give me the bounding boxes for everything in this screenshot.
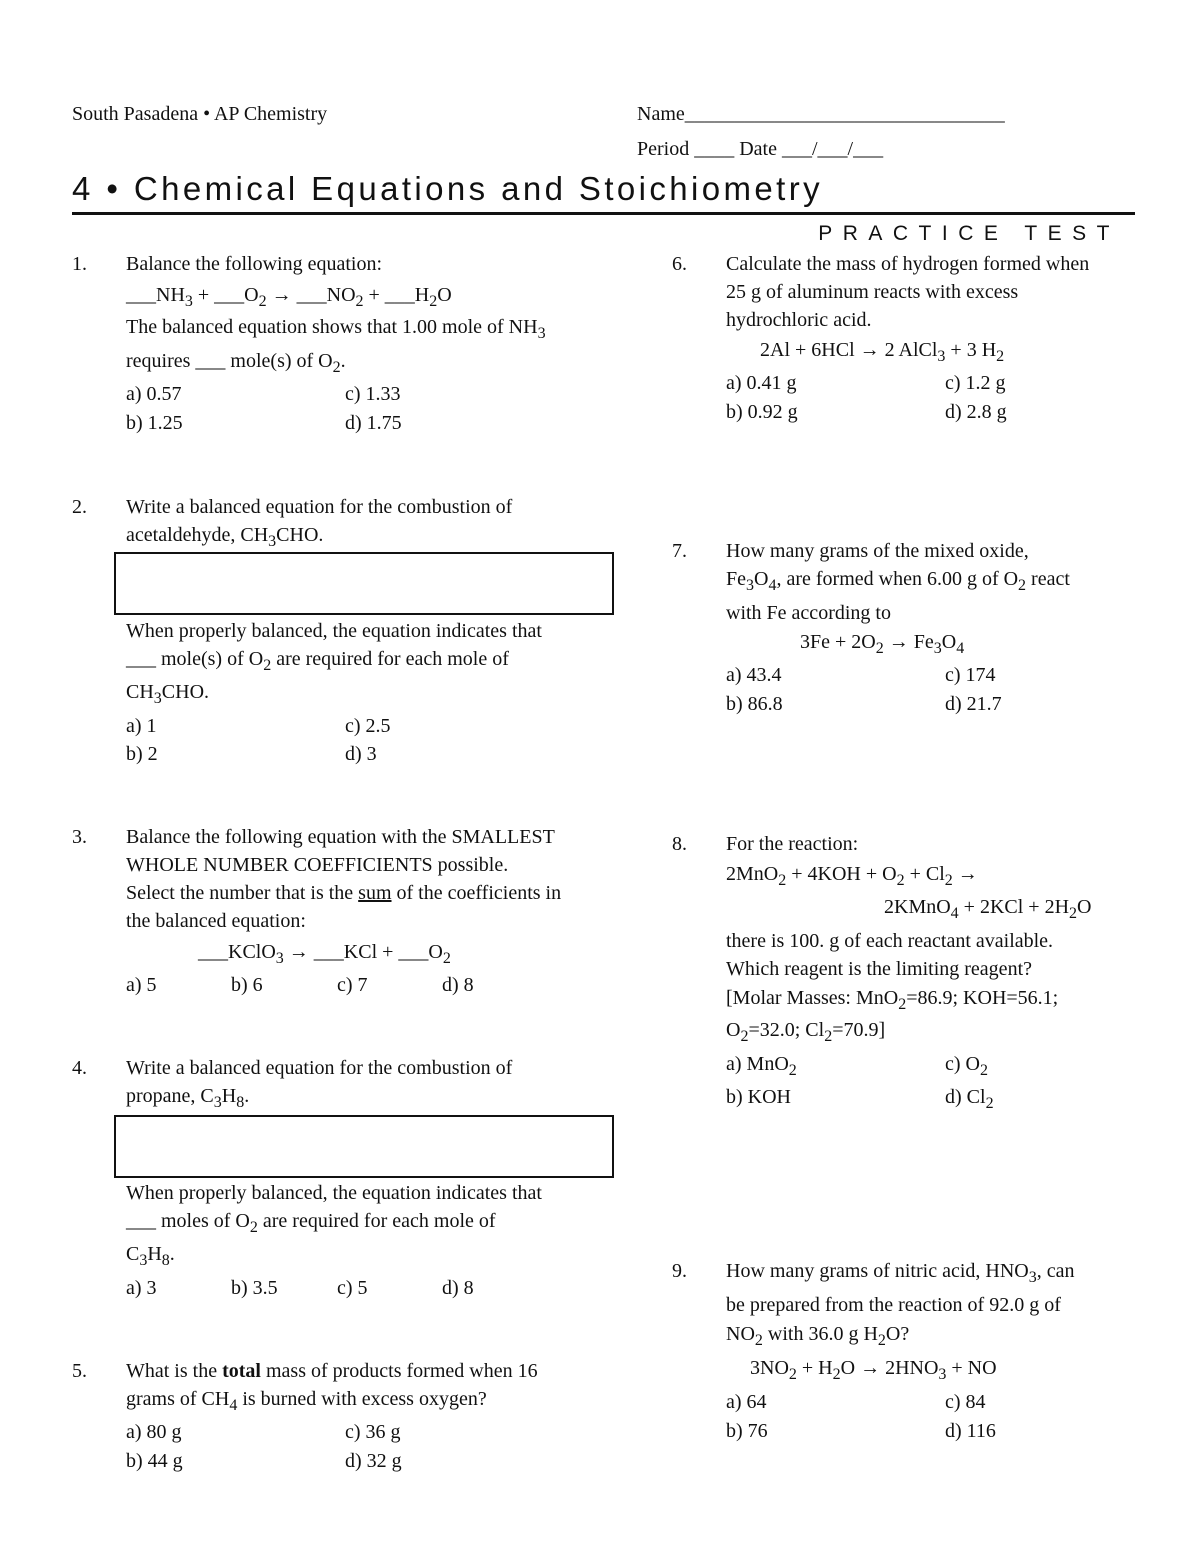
choice-b[interactable]: b) 76 <box>726 1420 768 1442</box>
question-number: 6. <box>672 253 687 275</box>
question-prompt: $NO_2$ with 36.0 g $H_2O$? <box>726 1323 910 1349</box>
choice-c[interactable]: c) 174 <box>945 664 996 686</box>
question-stem: requires ___ mole(s) of $O_2$. <box>126 350 346 376</box>
question-prompt: grams of $CH_4$ is burned with excess oxygen? <box>126 1388 487 1414</box>
chemical-equation: $3Fe + 2O_2 \to Fe_3O_4$ <box>800 631 965 657</box>
choice-b[interactable]: b) 86.8 <box>726 693 783 715</box>
choice-a[interactable]: a) 64 <box>726 1391 767 1413</box>
chemical-equation: $\_\_\_NH_3$ + $\_\_\_O_2$ → $\_\_\_NO_2$ + $\_\_\_H_2O$ <box>126 284 452 310</box>
question-prompt: there is 100. g of each reactant available. <box>726 930 1054 952</box>
question-prompt: Balance the following equation with the SMALLEST <box>126 826 555 848</box>
question-number: 7. <box>672 540 687 562</box>
question-prompt: For the reaction: <box>726 833 859 855</box>
choice-d[interactable]: d) 2.8 g <box>945 401 1007 423</box>
question-prompt: Select the number that is the sum of the coefficients in <box>126 882 562 904</box>
choice-d[interactable]: d) $Cl_2$ <box>945 1086 994 1112</box>
choice-c[interactable]: c) 84 <box>945 1391 986 1413</box>
choice-d[interactable]: d) 8 <box>442 974 474 996</box>
question-stem: When properly balanced, the equation indicates that <box>126 1182 542 1204</box>
choice-a[interactable]: a) 5 <box>126 974 157 996</box>
choice-d[interactable]: d) 21.7 <box>945 693 1002 715</box>
choice-d[interactable]: d) 3 <box>345 743 377 765</box>
question-prompt: the balanced equation: <box>126 910 306 932</box>
question-prompt: [Molar Masses: MnO$_2$=86.9; KOH=56.1; <box>726 987 1059 1013</box>
question-number: 2. <box>72 496 87 518</box>
page-title: 4 • Chemical Equations and Stoichiometry <box>72 170 824 207</box>
choice-a[interactable]: a) 0.41 g <box>726 372 797 394</box>
question-prompt: Which reagent is the limiting reagent? <box>726 958 1032 980</box>
question-prompt: Balance the following equation: <box>126 253 383 275</box>
choice-b[interactable]: b) 6 <box>231 974 263 996</box>
name-field-label: Name________________________________ <box>637 103 1005 125</box>
choice-c[interactable]: c) 5 <box>337 1277 368 1299</box>
answer-box[interactable] <box>114 1115 614 1178</box>
choice-d[interactable]: d) 32 g <box>345 1450 402 1472</box>
choice-c[interactable]: c) 7 <box>337 974 368 996</box>
choice-b[interactable]: b) 0.92 g <box>726 401 798 423</box>
question-stem: $CH_3CHO$. <box>126 681 210 707</box>
choice-d[interactable]: d) 8 <box>442 1277 474 1299</box>
choice-d[interactable]: d) 1.75 <box>345 412 402 434</box>
choice-b[interactable]: b) 2 <box>126 743 158 765</box>
choice-b[interactable]: b) KOH <box>726 1086 791 1108</box>
choice-c[interactable]: c) 36 g <box>345 1421 401 1443</box>
question-prompt: Calculate the mass of hydrogen formed when <box>726 253 1090 275</box>
choice-a[interactable]: a) 1 <box>126 715 157 737</box>
choice-a[interactable]: a) 3 <box>126 1277 157 1299</box>
choice-c[interactable]: c) 1.33 <box>345 383 401 405</box>
choice-b[interactable]: b) 3.5 <box>231 1277 278 1299</box>
period-date-label: Period ____ Date ___/___/___ <box>637 138 884 160</box>
school-course-label: South Pasadena • AP Chemistry <box>72 103 328 125</box>
choice-a[interactable]: a) MnO$_2$ <box>726 1053 797 1079</box>
question-stem: ___ moles of $O_2$ are required for each mole of <box>126 1210 496 1236</box>
choice-a[interactable]: a) 0.57 <box>126 383 182 405</box>
question-number: 8. <box>672 833 687 855</box>
chemical-equation: 2KMnO$_4$ + $2KCl + 2H_2O$ <box>884 896 1092 922</box>
choice-d[interactable]: d) 116 <box>945 1420 996 1442</box>
question-prompt: How many grams of the mixed oxide, <box>726 540 1029 562</box>
chemical-equation: 2Al + 6HCl → 2 AlCl$_3$ + 3 $H_2$ <box>760 339 1005 365</box>
question-stem: ___ mole(s) of $O_2$ are required for each mole of <box>126 648 509 674</box>
question-prompt: What is the total mass of products formed when 16 <box>126 1360 538 1382</box>
question-prompt: hydrochloric acid. <box>726 309 872 331</box>
question-prompt: with Fe according to <box>726 602 891 624</box>
question-stem: When properly balanced, the equation indicates that <box>126 620 542 642</box>
choice-c[interactable]: c) 1.2 g <box>945 372 1006 394</box>
choice-b[interactable]: b) 1.25 <box>126 412 183 434</box>
chemical-equation: $2MnO_2 + 4KOH + O_2 + Cl_2$ → <box>726 863 978 889</box>
question-number: 3. <box>72 826 87 848</box>
question-number: 5. <box>72 1360 87 1382</box>
choice-c[interactable]: c) 2.5 <box>345 715 391 737</box>
question-prompt: Write a balanced equation for the combustion of <box>126 496 513 518</box>
question-number: 4. <box>72 1057 87 1079</box>
question-prompt: $O_2=32.0$; $Cl_2=70.9$] <box>726 1019 886 1045</box>
question-prompt: 25 g of aluminum reacts with excess <box>726 281 1019 303</box>
question-number: 1. <box>72 253 87 275</box>
practice-test-label: PRACTICE TEST <box>818 222 1120 245</box>
title-rule <box>72 212 1135 215</box>
answer-box[interactable] <box>114 552 614 615</box>
question-prompt: $Fe_3O_4$, are formed when 6.00 g of $O_2$ react <box>726 568 1070 594</box>
chemical-equation: ___KClO$_3$ → ___KCl + $\_\_\_O_2$ <box>198 941 451 967</box>
choice-a[interactable]: a) 43.4 <box>726 664 782 686</box>
question-stem: The balanced equation shows that 1.00 mole of $NH_3$ <box>126 316 546 342</box>
choice-c[interactable]: c) $O_2$ <box>945 1053 988 1079</box>
chemical-equation: $3NO_2 + H_2O \to 2HNO_3$ + NO <box>750 1357 997 1383</box>
question-prompt: propane, $C_3H_8$. <box>126 1085 250 1111</box>
question-prompt: WHOLE NUMBER COEFFICIENTS possible. <box>126 854 509 876</box>
question-prompt: acetaldehyde, $CH_3CHO$. <box>126 524 324 550</box>
question-number: 9. <box>672 1260 687 1282</box>
choice-a[interactable]: a) 80 g <box>126 1421 182 1443</box>
choice-b[interactable]: b) 44 g <box>126 1450 183 1472</box>
question-prompt: be prepared from the reaction of 92.0 g of <box>726 1294 1061 1316</box>
question-prompt: How many grams of nitric acid, $HNO_3$, can <box>726 1260 1075 1286</box>
question-stem: $C_3H_8$. <box>126 1243 175 1269</box>
question-prompt: Write a balanced equation for the combustion of <box>126 1057 513 1079</box>
